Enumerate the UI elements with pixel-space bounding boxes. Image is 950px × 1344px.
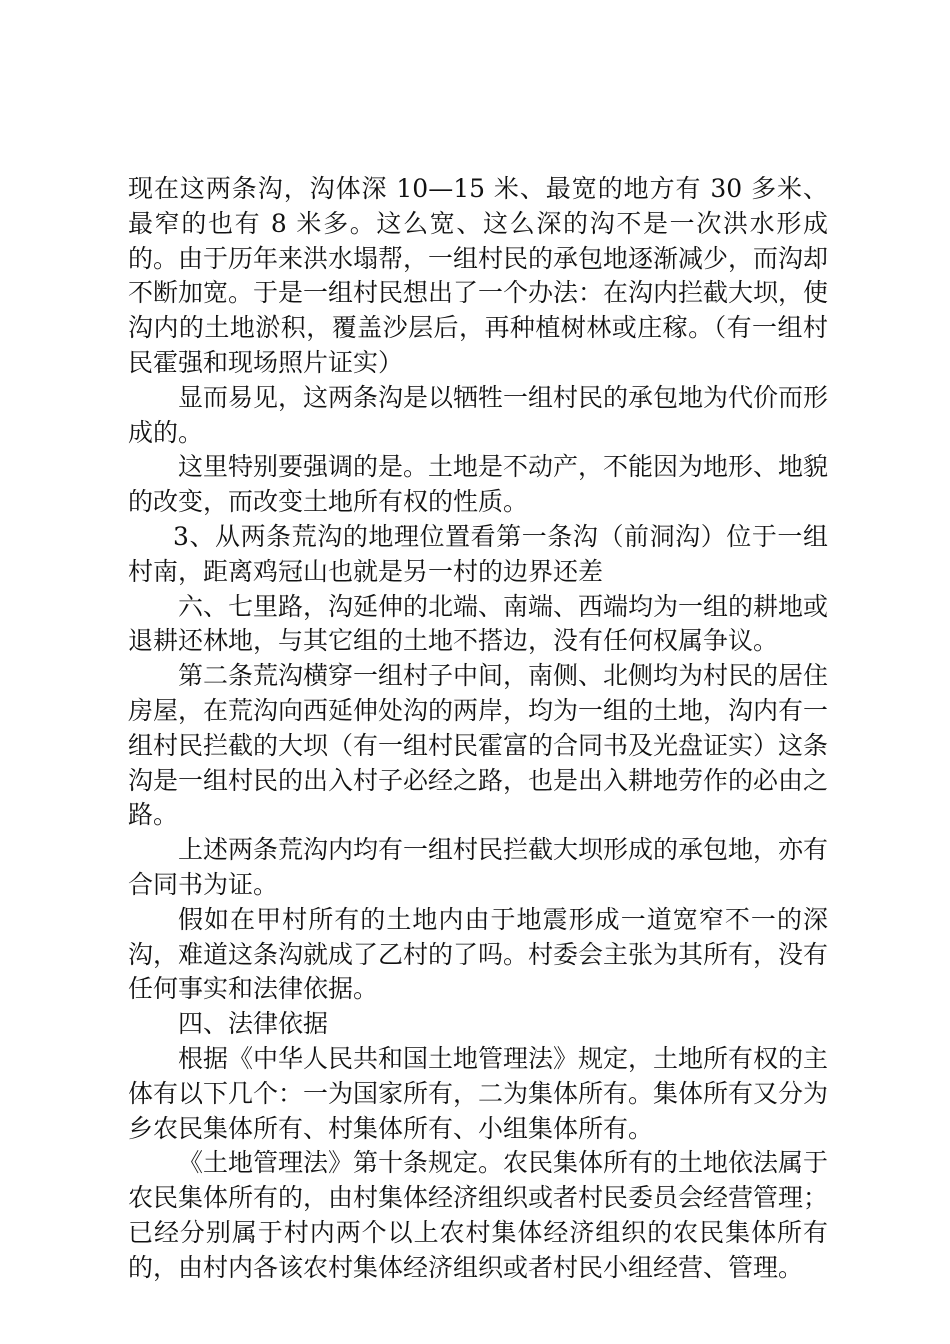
paragraph-land-law-ownership: 根据《中华人民共和国土地管理法》规定，土地所有权的主体有以下几个：一为国家所有，二为集体所有。集体所有又分为乡农民集体所有、村集体所有、小组集体所有。 [128,1043,829,1143]
paragraph-second-gully: 第二条荒沟横穿一组村子中间，南侧、北侧均为村民的居住房屋，在荒沟向西延伸处沟的两岸，均为一组的土地，沟内有一组村民拦截的大坝（有一组村民霍富的合同书及光盘证实）这条沟是一组村民的出入村子必经之路，也是出入耕地劳作的必由之路。 [128,661,829,830]
paragraph-earthquake-hypothetical: 假如在甲村所有的土地内由于地震形成一道宽窄不一的深沟，难道这条沟就成了乙村的了吗。村委会主张为其所有，没有任何事实和法律依据。 [128,904,829,1004]
paragraph-location-point-3: 3、从两条荒沟的地理位置看第一条沟（前洞沟）位于一组村南，距离鸡冠山也就是另一村的边界还差 [128,521,828,586]
paragraph-obvious-conclusion: 显而易见，这两条沟是以牺牲一组村民的承包地为代价而形成的。 [128,382,829,447]
section-heading-legal-basis: 四、法律依据 [178,1009,329,1039]
paragraph-first-gully: 六、七里路，沟延伸的北端、南端、西端均为一组的耕地或退耕还林地，与其它组的土地不搭边，没有任何权属争议。 [128,591,829,656]
paragraph-contract-evidence: 上述两条荒沟内均有一组村民拦截大坝形成的承包地，亦有合同书为证。 [128,835,829,899]
document-body [128,172,828,1286]
paragraph-gully-description: 现在这两条沟，沟体深 10—15 米、最宽的地方有 30 多米、最窄的也有 8 米多。这么宽、这么深的沟不是一次洪水形成的。由于历年来洪水塌帮，一组村民的承包地逐渐减少，而沟却不断加宽。于是一组村民想出了一个办法：在沟内拦截大坝，使沟内的土地淤积，覆盖沙层后，再种植树林或庄稼。（有一组村民霍强和现场照片证实） [128,174,829,377]
paragraph-emphasis: 这里特别要强调的是。土地是不动产，不能因为地形、地貌的改变，而改变土地所有权的性质。 [128,452,829,517]
paragraph-article-ten: 《土地管理法》第十条规定。农民集体所有的土地依法属于农民集体所有的，由村集体经济组织或者村民委员会经营管理；已经分别属于村内两个以上农村集体经济组织的农民集体所有的，由村内各该农村集体经济组织或者村民小组经营、管理。 [128,1148,829,1282]
